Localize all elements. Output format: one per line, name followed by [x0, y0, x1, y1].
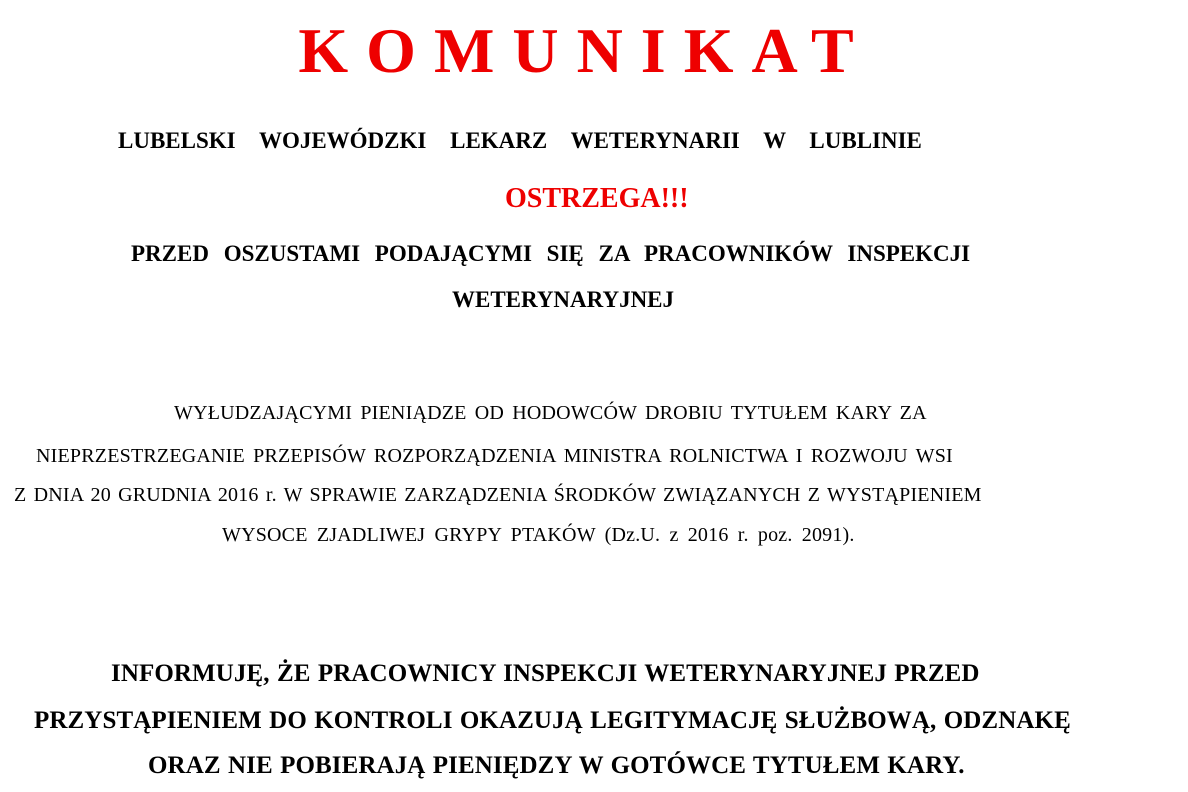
information-line-1: INFORMUJĘ, ŻE PRACOWNICY INSPEKCJI WETERYNARYJNEJ PRZED — [111, 660, 980, 687]
information-line-3: ORAZ NIE POBIERAJĄ PIENIĘDZY W GOTÓWCE TYTUŁEM KARY. — [148, 752, 965, 779]
details-line-3: Z DNIA 20 GRUDNIA 2016 r. W SPRAWIE ZARZĄDZENIA ŚRODKÓW ZWIĄZANYCH Z WYSTĄPIENIEM — [14, 484, 982, 506]
warning-subject-line-2: WETERYNARYJNEJ — [452, 287, 675, 312]
information-line-2: PRZYSTĄPIENIEM DO KONTROLI OKAZUJĄ LEGITYMACJĘ SŁUŻBOWĄ, ODZNAKĘ — [34, 707, 1071, 734]
details-line-4: WYSOCE ZJADLIWEJ GRYPY PTAKÓW (Dz.U. z 2016 r. poz. 2091). — [222, 524, 855, 546]
details-line-2: NIEPRZESTRZEGANIE PRZEPISÓW ROZPORZĄDZENIA MINISTRA ROLNICTWA I ROZWOJU WSI — [36, 445, 953, 467]
warning-heading: OSTRZEGA!!! — [505, 183, 689, 214]
issuing-authority: LUBELSKI WOJEWÓDZKI LEKARZ WETERYNARII W LUBLINIE — [118, 128, 922, 153]
announcement-title: KOMUNIKAT — [298, 15, 872, 86]
warning-subject-line-1: PRZED OSZUSTAMI PODAJĄCYMI SIĘ ZA PRACOWNIKÓW INSPEKCJI — [131, 241, 971, 266]
details-line-1: WYŁUDZAJĄCYMI PIENIĄDZE OD HODOWCÓW DROBIU TYTUŁEM KARY ZA — [174, 402, 927, 424]
